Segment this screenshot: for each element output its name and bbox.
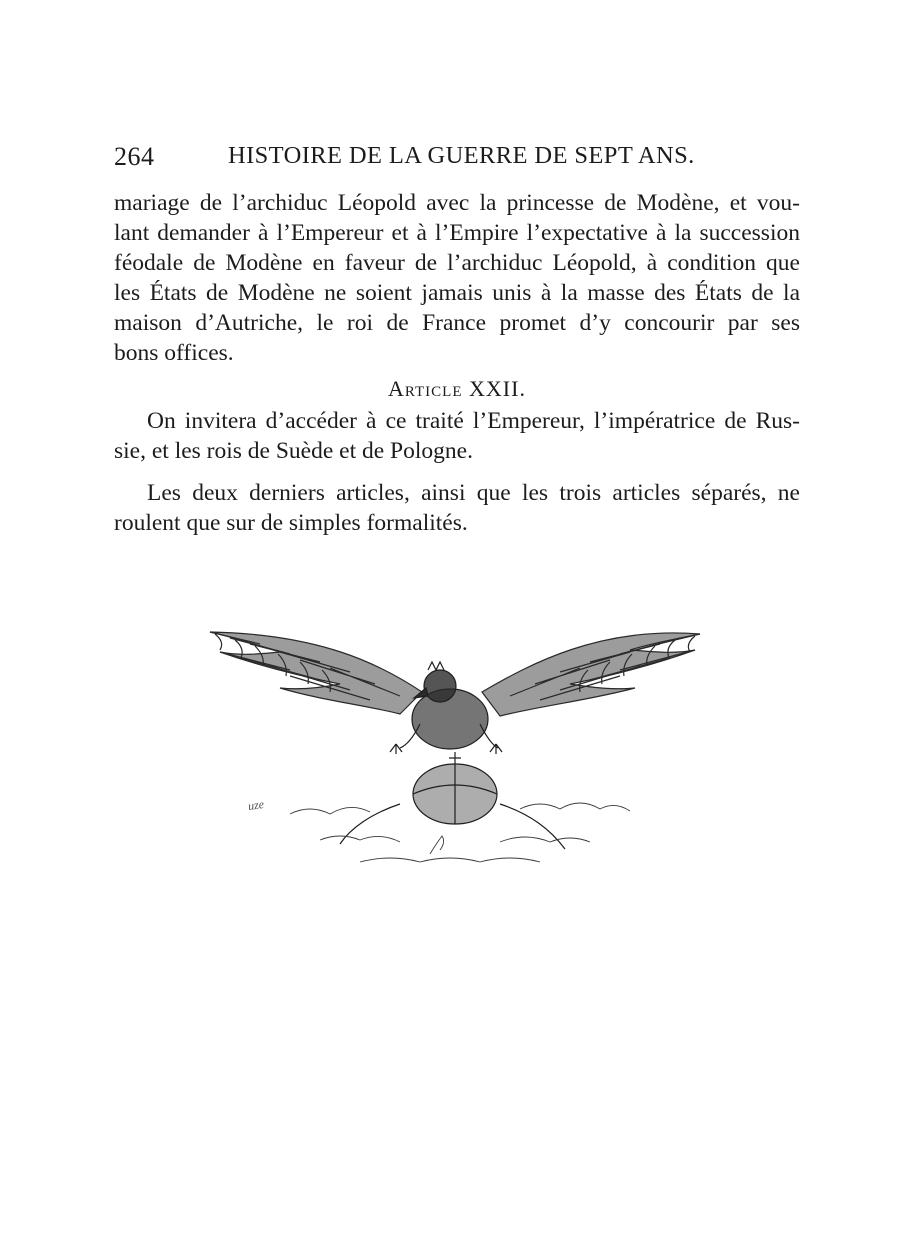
- left-wing: [210, 632, 422, 714]
- paragraph-gap: [114, 466, 800, 478]
- text-line: sie, et les rois de Suède et de Pologne.: [114, 438, 473, 464]
- paragraph-closing: [114, 478, 800, 538]
- text-line: féodale de Modène en faveur de l’archiduc Léopold, à condition que: [114, 250, 800, 276]
- eagle-vignette: [200, 604, 710, 889]
- page-number: 264: [114, 142, 155, 171]
- engraver-signature: uze: [247, 796, 265, 814]
- text-line: bons offices.: [114, 340, 234, 366]
- imperial-orb-icon: [340, 752, 565, 849]
- text-line: les États de Modène ne soient jamais unis à la masse des États de la: [114, 280, 800, 306]
- body-text: [114, 188, 800, 538]
- text-line: roulent que sur de simples formalités.: [114, 510, 468, 536]
- text-line: maison d’Autriche, le roi de France promet d’y concourir par ses: [114, 310, 800, 336]
- text-line: Les deux derniers articles, ainsi que les trois articles séparés, ne: [147, 480, 800, 506]
- article-heading: Article XXII.: [388, 376, 526, 401]
- text-line: On invitera d’accéder à ce traité l’Empereur, l’impératrice de Rus-: [147, 408, 800, 434]
- right-wing: [482, 633, 700, 716]
- running-title: HISTOIRE DE LA GUERRE DE SEPT ANS.: [228, 142, 695, 169]
- paragraph-invitation: [114, 406, 800, 466]
- text-line: mariage de l’archiduc Léopold avec la princesse de Modène, et vou-: [114, 190, 800, 216]
- page-header: [114, 142, 800, 182]
- text-line: lant demander à l’Empereur et à l’Empire l’expectative à la succession: [114, 220, 800, 246]
- paragraph-continuation: [114, 188, 800, 368]
